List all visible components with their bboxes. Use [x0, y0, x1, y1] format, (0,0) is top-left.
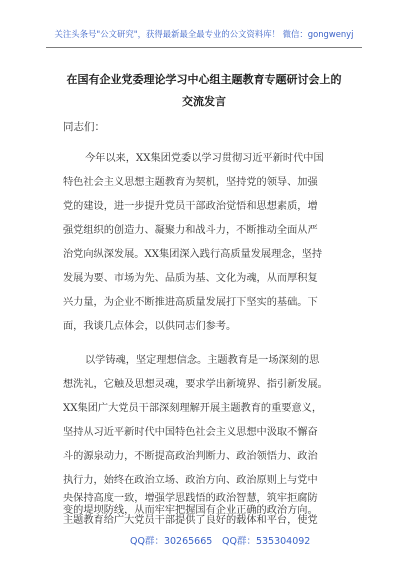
body-line: 治党向纵深发展。XX集团深入践行高质量发展理念，坚持 — [63, 249, 323, 260]
body-line: 央保持高度一致，增强学思践悟的政治智慧，筑牢拒腐防 — [63, 493, 318, 504]
document-title-line-1: 在国有企业党委理论学习中心组主题教育专题研讨会上的 — [66, 73, 342, 86]
body-line: 党的建设，进一步提升党员干部政治觉悟和思想素质，增 — [63, 201, 318, 212]
document-title-line-2: 交流发言 — [182, 95, 226, 108]
body-line: 变的堤坝防线，从而牢牢把握国有企业正确的政治方向。 — [63, 505, 318, 516]
body-line: 坚持从习近平新时代中国特色社会主义思想中汲取不懈奋 — [63, 427, 318, 438]
body-line: 斗的源泉动力，不断提高政治判断力、政治领悟力、政治 — [63, 451, 318, 462]
salutation: 同志们： — [63, 121, 105, 133]
footer-qq-group-1[interactable]: QQ群：30265665 — [130, 536, 213, 547]
body-line: 特色社会主义思想主题教育为契机，坚持党的领导、加强 — [63, 177, 318, 188]
footer — [0, 535, 408, 549]
body-line: XX集团广大党员干部深刻理解开展主题教育的重要意义， — [63, 403, 323, 414]
body-line: 强党组织的创造力、凝聚力和战斗力，不断推动全面从严 — [63, 225, 318, 236]
body-line: 想洗礼，它触及思想灵魂，要求学出新境界、指引新发展。 — [63, 379, 328, 390]
body-line: 主题教育给广大党员干部提供了良好的载体和平台，使党 — [63, 515, 318, 526]
body-line: 以学铸魂，坚定理想信念。主题教育是一场深刻的思 — [85, 355, 320, 366]
body-line: 今年以来，XX集团党委以学习贯彻习近平新时代中国 — [85, 153, 324, 164]
body-line: 面，我谈几点体会，以供同志们参考。 — [63, 321, 237, 332]
body-line: 兴力量，为企业不断推进高质量发展打下坚实的基础。下 — [63, 297, 318, 308]
body-line: 发展为要、市场为先、品质为基、文化为魂，从而厚积复 — [63, 273, 318, 284]
header-divider — [46, 47, 362, 48]
header-banner[interactable]: 关注头条号"公文研究"，获得最新最全最专业的公文资料库！ 微信：gongwenyj — [54, 29, 354, 39]
footer-qq-group-2[interactable]: QQ群：535304092 — [222, 536, 311, 547]
body-line: 执行力，始终在政治立场、政治方向、政治原则上与党中 — [63, 475, 318, 486]
